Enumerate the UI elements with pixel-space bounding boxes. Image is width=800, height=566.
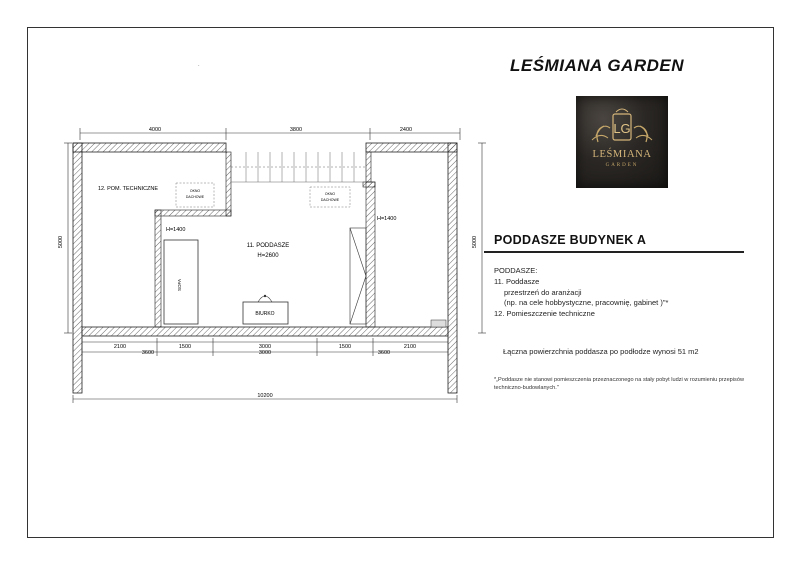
dim-total-width: 10200 — [257, 393, 273, 399]
room-attic-label: 11. PODDASZE — [246, 243, 290, 249]
chimney-box — [431, 320, 446, 327]
section-divider — [484, 251, 744, 253]
knee-height-left: H=1400 — [166, 227, 186, 233]
project-title: LEŚMIANA GARDEN — [510, 56, 685, 75]
desk-label: BIURKO — [255, 311, 275, 317]
dim-b1-center: 3000 — [258, 344, 272, 350]
roof-window-left-label-2: DACHOWE — [185, 195, 205, 199]
logo-monogram: LG — [613, 121, 631, 136]
logo-subtitle: GARDEN — [605, 163, 639, 168]
desk — [243, 295, 288, 324]
roof-window-right — [310, 187, 350, 207]
legend-line: PODDASZE: — [494, 266, 538, 275]
dim-b1-right-mid: 1500 — [338, 344, 352, 350]
wardrobe — [350, 228, 366, 324]
total-area-text: Łączna powierzchnia poddasza po podłodze wynosi 51 m2 — [503, 347, 699, 356]
side-dimension-lines — [64, 143, 486, 333]
footnote: *„Poddasze nie stanowi pomieszczenia przeznaczonego na stały pobyt ludzi w rozumieniu przepisów techniczno-budowlanych." — [494, 377, 744, 391]
sofa-label: SOFA — [177, 278, 182, 292]
dim-b2-left: 3600 — [141, 350, 155, 356]
roof-window-right-label-2: DACHOWE — [320, 198, 340, 202]
dim-b1-left-mid: 1500 — [178, 344, 192, 350]
stray-mark: · — [198, 63, 200, 69]
dim-top-mid: 3800 — [289, 127, 303, 133]
roof-window-right-label-1: OKNO — [324, 192, 336, 196]
dim-left-side: 5000 — [58, 235, 64, 249]
roof-window-left-label-1: OKNO — [189, 189, 201, 193]
dim-right-side: 5000 — [472, 235, 478, 249]
legend-line: 11. Poddasze — [494, 276, 540, 286]
knee-height-right: H=1400 — [377, 216, 397, 222]
logo-name: LEŚMIANA — [592, 149, 652, 160]
dim-b1-left: 2100 — [113, 344, 127, 350]
legend-line: przestrzeń do aranżacji — [504, 287, 582, 297]
staircase — [231, 152, 366, 182]
legend-line: (np. na cele hobbystyczne, pracownię, gabinet )"* — [504, 298, 669, 308]
room-legend — [494, 266, 668, 320]
room-technical-label: 12. POM. TECHNICZNE — [97, 186, 159, 192]
dim-top-left: 4000 — [148, 127, 162, 133]
dim-b1-right: 2100 — [403, 344, 417, 350]
section-title: PODDASZE BUDYNEK A — [494, 233, 647, 247]
room-attic-height: H=2600 — [257, 253, 279, 259]
dim-b2-center: 3000 — [258, 350, 272, 356]
dim-top-right: 2400 — [399, 127, 413, 133]
dim-b2-right: 3600 — [377, 350, 391, 356]
legend-line: 12. Pomieszczenie techniczne — [494, 309, 595, 319]
